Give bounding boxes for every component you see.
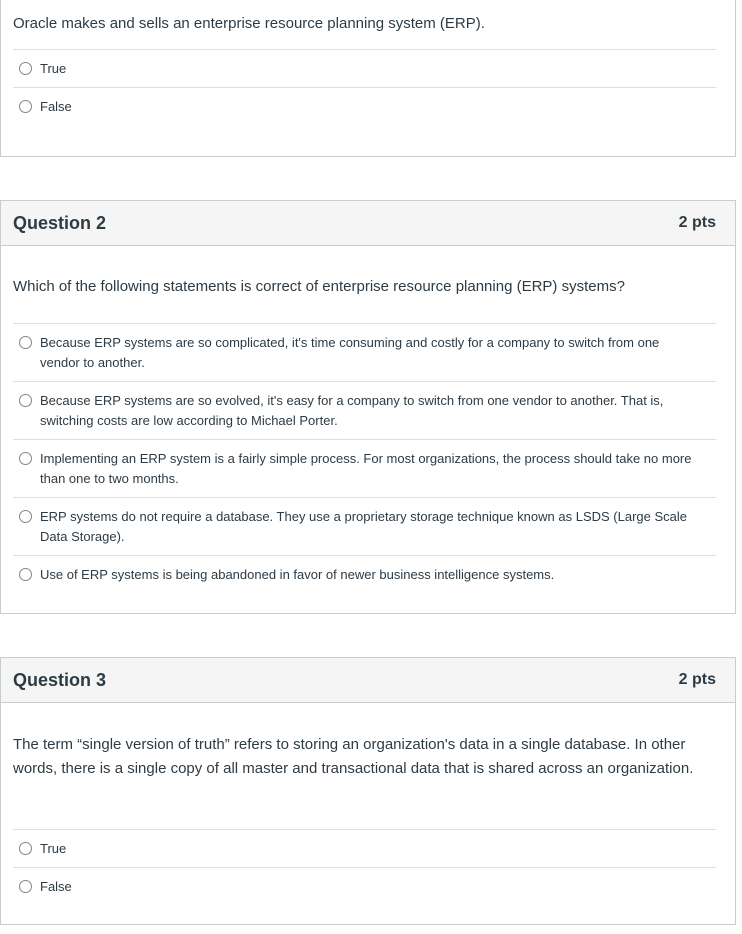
question-2-header — [1, 201, 735, 246]
radio-button[interactable] — [19, 842, 32, 855]
radio-button[interactable] — [19, 336, 32, 349]
answer-option[interactable] — [13, 381, 716, 439]
answer-label: Implementing an ERP system is a fairly simple process. For most organizations, the process should take no more than one to two months. — [40, 451, 692, 486]
question-1-card — [0, 0, 736, 157]
question-1-answers — [13, 49, 716, 125]
radio-button[interactable] — [19, 452, 32, 465]
radio-button[interactable] — [19, 62, 32, 75]
answer-label: Because ERP systems are so complicated, it's time consuming and costly for a company to switch from one vendor to another. — [40, 335, 660, 370]
answer-option[interactable] — [13, 323, 716, 381]
answer-label: False — [40, 99, 72, 114]
question-points: 2 pts — [678, 671, 716, 688]
answer-label: Use of ERP systems is being abandoned in favor of newer business intelligence systems. — [40, 567, 555, 582]
answer-label: True — [40, 61, 67, 76]
radio-button[interactable] — [19, 100, 32, 113]
question-3-card — [0, 657, 736, 925]
question-3-text: The term “single version of truth” refers to storing an organization's data in a single database. In other words, there is a single copy of all master and transactional data that is shared across an organization. — [13, 736, 694, 777]
radio-button[interactable] — [19, 568, 32, 581]
answer-label: True — [40, 841, 67, 856]
answer-option[interactable] — [13, 867, 716, 905]
radio-button[interactable] — [19, 880, 32, 893]
answer-label: ERP systems do not require a database. They use a proprietary storage technique known as LSDS (Large Scale Data Storage). — [40, 509, 687, 544]
answer-option[interactable] — [13, 829, 716, 867]
question-3-header — [1, 658, 735, 703]
answer-option[interactable] — [13, 497, 716, 555]
question-points: 2 pts — [678, 214, 716, 231]
question-2-answers — [13, 323, 716, 593]
question-3-answers — [13, 829, 716, 905]
question-2-text: Which of the following statements is correct of enterprise resource planning (ERP) systems? — [13, 278, 625, 295]
answer-option[interactable] — [13, 87, 716, 125]
question-1-text: Oracle makes and sells an enterprise resource planning system (ERP). — [13, 15, 485, 32]
answer-label: False — [40, 879, 72, 894]
radio-button[interactable] — [19, 394, 32, 407]
answer-option[interactable] — [13, 555, 716, 593]
question-title: Question 3 — [13, 669, 107, 690]
answer-option[interactable] — [13, 49, 716, 87]
radio-button[interactable] — [19, 510, 32, 523]
answer-label: Because ERP systems are so evolved, it's easy for a company to switch from one vendor to another. That is, switching costs are low according to Michael Porter. — [40, 393, 664, 428]
question-2-card — [0, 200, 736, 614]
question-title: Question 2 — [13, 212, 107, 233]
answer-option[interactable] — [13, 439, 716, 497]
